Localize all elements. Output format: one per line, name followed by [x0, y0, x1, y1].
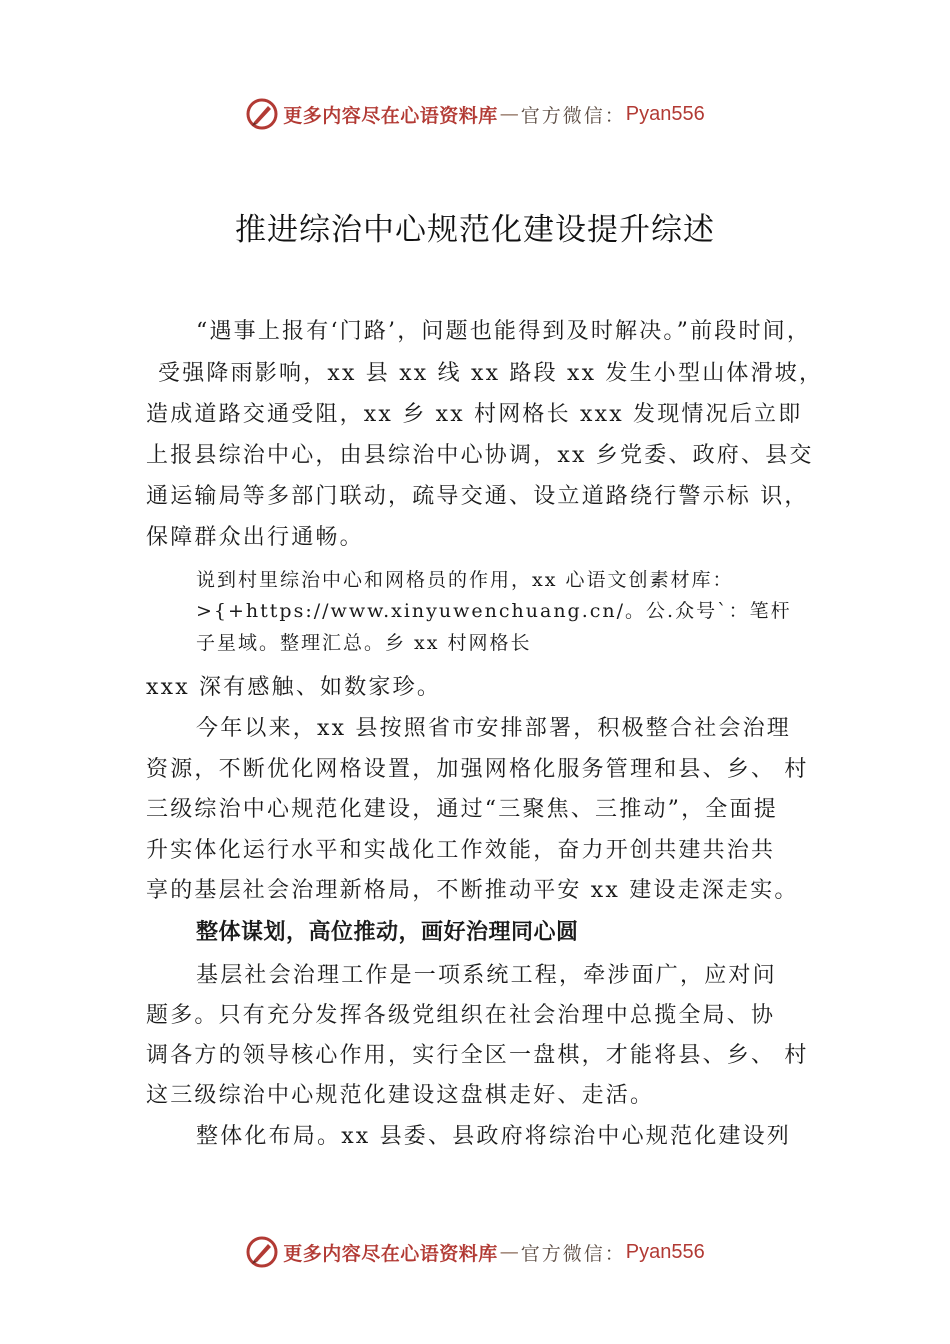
wechat-id: Pyan556 — [625, 1240, 705, 1263]
paragraph-line: 整体化布局。xx 县委、县政府将综治中心规范化建设列 — [196, 1124, 792, 1149]
paragraph-line: 上报县综治中心，由县综治中心协调，xx 乡党委、政府、县交 — [146, 443, 814, 468]
wechat-label: 官方微信： — [520, 104, 626, 127]
wechat-label: 官方微信： — [520, 1242, 626, 1265]
paragraph-line: 升实体化运行水平和实战化工作效能，奋力开创共建共治共 — [146, 838, 776, 863]
document-title: 推进综治中心规范化建设提升综述 — [235, 212, 715, 248]
paragraph-line: 子星域。整理汇总。乡 xx 村网格长 — [196, 632, 532, 654]
header-watermark-banner — [0, 94, 950, 134]
paragraph-line: 三级综治中心规范化建设，通过“三聚焦、三推动”，全面提 — [146, 797, 778, 822]
banner-dash: — — [499, 103, 519, 125]
paragraph-line: 调各方的领导核心作用，实行全区一盘棋，才能将县、乡、 村 — [146, 1043, 809, 1068]
section-heading: 整体谋划，高位推动，画好治理同心圆 — [196, 920, 579, 945]
paragraph-line: xxx 深有感触、如数家珍。 — [146, 675, 442, 700]
paragraph-line: 这三级综治中心规范化建设这盘棋走好、走活。 — [146, 1083, 655, 1108]
paragraph-line: 基层社会治理工作是一项系统工程，牵涉面广，应对问 — [196, 963, 777, 988]
paragraph-line: “遇事上报有‘门路’，问题也能得到及时解决。”前段时间， — [196, 319, 812, 344]
paragraph-line: 受强降雨影响，xx 县 xx 线 xx 路段 xx 发生小型山体滑坡， — [158, 361, 824, 386]
footer-watermark-banner — [0, 1232, 950, 1272]
paragraph-line: 资源，不断优化网格设置，加强网格化服务管理和县、乡、 村 — [146, 757, 809, 782]
wechat-id: Pyan556 — [625, 102, 705, 125]
brand-text: 更多内容尽在心语资料库 — [283, 1242, 498, 1265]
paragraph-line: 今年以来，xx 县按照省市安排部署，积极整合社会治理 — [196, 716, 792, 741]
pen-logo-icon — [245, 1235, 279, 1269]
paragraph-line: 享的基层社会治理新格局，不断推动平安 xx 建设走深走实。 — [146, 878, 799, 903]
pen-logo-icon — [245, 97, 279, 131]
paragraph-line: 通运输局等多部门联动，疏导交通、设立道路绕行警示标 识， — [146, 484, 809, 509]
paragraph-line: 造成道路交通受阻，xx 乡 xx 村网格长 xxx 发现情况后立即 — [146, 402, 803, 427]
brand-text: 更多内容尽在心语资料库 — [283, 104, 498, 127]
banner-dash: — — [499, 1241, 519, 1263]
paragraph-line: >{+https://www.xinyuwenchuang.cn/。公.众号`：笔杆 — [196, 600, 792, 622]
paragraph-line: 题多。只有充分发挥各级党组织在社会治理中总揽全局、协 — [146, 1003, 776, 1028]
paragraph-line: 说到村里综治中心和网格员的作用，xx 心语文创素材库： — [196, 569, 734, 591]
paragraph-line: 保障群众出行通畅。 — [146, 525, 364, 550]
